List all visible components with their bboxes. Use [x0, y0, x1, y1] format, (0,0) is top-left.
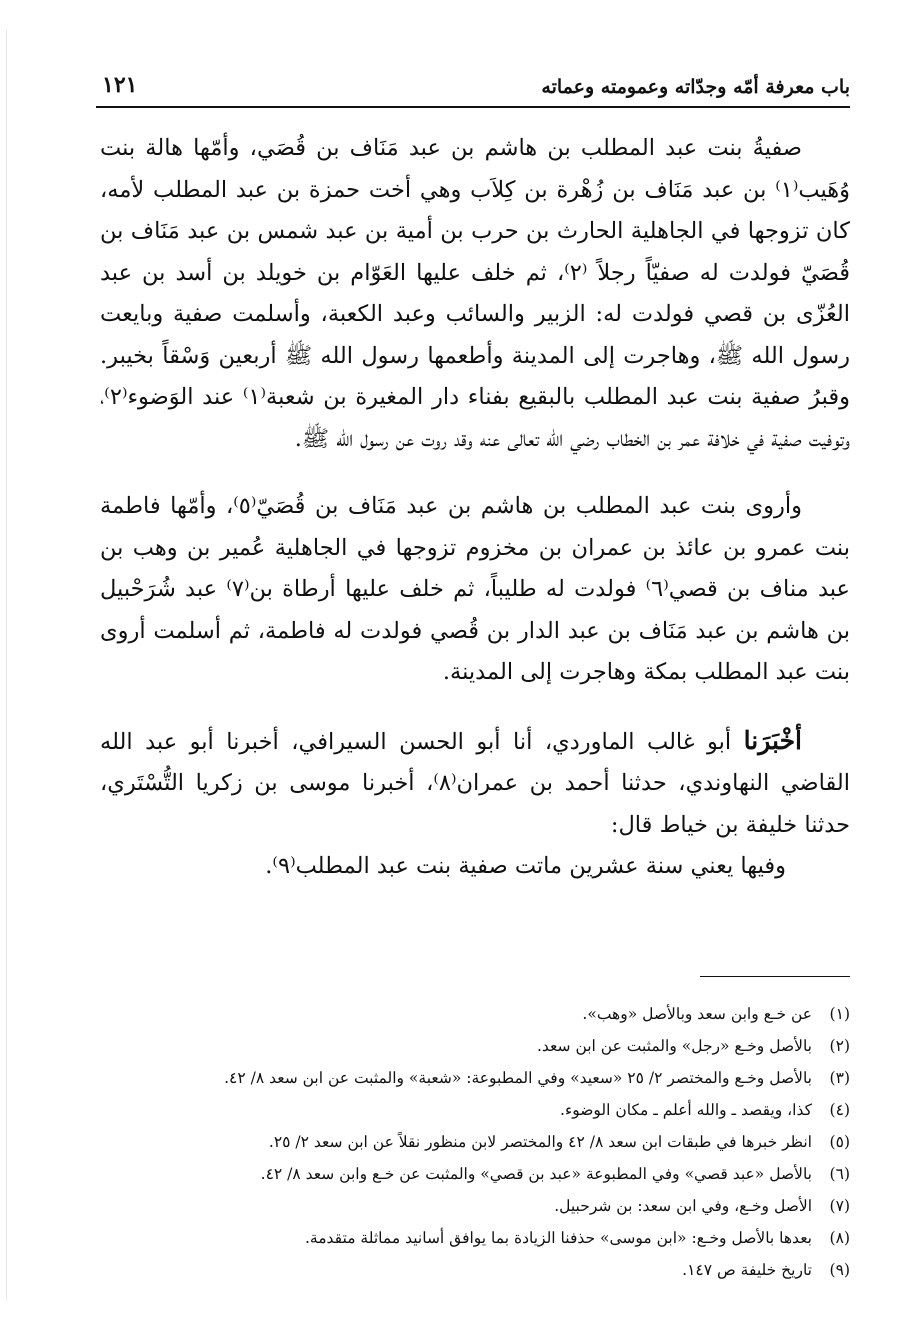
main-text: [100, 128, 850, 888]
footnote-number: (٣): [829, 1069, 850, 1087]
footnote-item: [120, 1190, 850, 1222]
footnote-text: بالأصل وخـع «رجل» والمثبت عن ابن سعد.: [536, 1037, 812, 1055]
isnad-chain: أبو غالب الماوردي، أنا أبو الحسن السيرافي، أخبرنا أبو عبد الله القاضي النهاوندي، حدثنا أحمد بن عمران⁽٨⁾، أخبرنا موسى بن زكريا التُّسْتَري، حدثنا خليفة بن خياط قال:: [100, 728, 850, 838]
footnote-text: انظر خبرها في طبقات ابن سعد ٨/ ٤٢ والمختصر لابن منظور نقلاً عن ابن سعد ٢/ ٢٥.: [268, 1133, 812, 1151]
chapter-title: باب معرفة أمّه وجدّاته وعمومته وعماته: [541, 76, 850, 98]
footnote-item: [120, 1254, 850, 1286]
scan-edge-line: [6, 30, 7, 1300]
footnote-item: [120, 1222, 850, 1254]
footnote-item: [120, 1158, 850, 1190]
footnote-text: بالأصل «عبد قصي» وفي المطبوعة «عبد بن قصي» والمثبت عن خـع وابن سعد ٨/ ٤٢.: [260, 1165, 812, 1183]
footnote-text: بالأصل وخـع والمختصر ٢/ ٢٥ «سعيد» وفي المطبوعة: «شعبة» والمثبت عن ابن سعد ٨/ ٤٢.: [224, 1069, 812, 1087]
footnote-item: [120, 998, 850, 1030]
footnote-item: [120, 1126, 850, 1158]
footnote-text: كذا، ويقصد ـ والله أعلم ـ مكان الوضوء.: [560, 1101, 812, 1119]
footnote-number: (٤): [829, 1101, 850, 1119]
footnote-text: عن خـع وابن سعد وبالأصل «وهب».: [582, 1005, 812, 1023]
footnote-item: [120, 1030, 850, 1062]
page-number: ١٢١: [102, 72, 138, 98]
footnote-item: [120, 1094, 850, 1126]
footnotes: [120, 998, 850, 1286]
footnote-text: تاريخ خليفة ص ١٤٧.: [682, 1261, 812, 1279]
footnote-number: (٦): [829, 1165, 850, 1183]
footnote-text: الأصل وخـع، وفي ابن سعد: بن شرحبيل.: [554, 1197, 812, 1215]
quoted-report: وفيها يعني سنة عشرين ماتت صفية بنت عبد المطلب⁽٩⁾.: [265, 853, 786, 879]
paragraph-isnad: [100, 720, 850, 847]
footnote-text: بعدها بالأصل وخـع: «ابن موسى» حذفنا الزيادة بما يوافق أسانيد مماثلة متقدمة.: [305, 1229, 812, 1247]
footnote-item: [120, 1062, 850, 1094]
footnote-number: (٥): [829, 1133, 850, 1151]
footnote-number: (٢): [829, 1037, 850, 1055]
footnote-separator: [700, 976, 850, 977]
running-header: [96, 68, 850, 108]
footnote-number: (١): [829, 1005, 850, 1023]
footnote-number: (٧): [829, 1197, 850, 1215]
isnad-lead-word: أخْبَرَنا: [743, 725, 802, 755]
paragraph-safiyya: صفيةُ بنت عبد المطلب بن هاشم بن عبد مَنَاف بن قُصَي، وأمّها هالة بنت وُهَيب⁽١⁾ بن عبد مَنَاف بن زُهْرة بن كِلاَب وهي أخت حمزة بن عبد المطلب لأمه، كان تزوجها في الجاهلية الحارث بن حرب بن أمية بن عبد شمس بن عبد مَنَاف بن قُصَيّ فولدت له صفيّاً رجلاً ⁽٢⁾، ثم خلف عليها العَوّام بن خويلد بن أسد بن عبد العُزّى بن قصي فولدت له: الزبير والسائب وعبد الكعبة، وأسلمت صفية وبايعت رسول الله ﷺ، وهاجرت إلى المدينة وأطعمها رسول الله ﷺ أربعين وَسْقاً بخيبر. وقبرُ صفية بنت عبد المطلب بالبقيع بفناء دار المغيرة بن شعبة⁽١⁾ عند الوَضوء⁽٢⁾، وتوفيت صفية في خلافة عمر بن الخطاب رضي الله تعالى عنه وقد روت عن رسول الله ﷺ.: [100, 135, 851, 452]
header-rule: [96, 106, 850, 108]
footnote-number: (٨): [829, 1229, 850, 1247]
paragraph-arwa: وأروى بنت عبد المطلب بن هاشم بن عبد مَنَاف بن قُصَيّ⁽٥⁾، وأمّها فاطمة بنت عمرو بن عائذ بن عمران بن مخزوم تزوجها في الجاهلية عُمير بن وهب بن عبد مناف بن قصي⁽٦⁾ فولدت له طليباً، ثم خلف عليها أرطاة بن⁽٧⁾ عبد شُرَحْبيل بن هاشم بن عبد مَنَاف بن عبد الدار بن قُصي فولدت له فاطمة، ثم أسلمت أروى بنت عبد المطلب بمكة وهاجرت إلى المدينة.: [100, 493, 850, 685]
footnote-number: (٩): [829, 1261, 850, 1279]
